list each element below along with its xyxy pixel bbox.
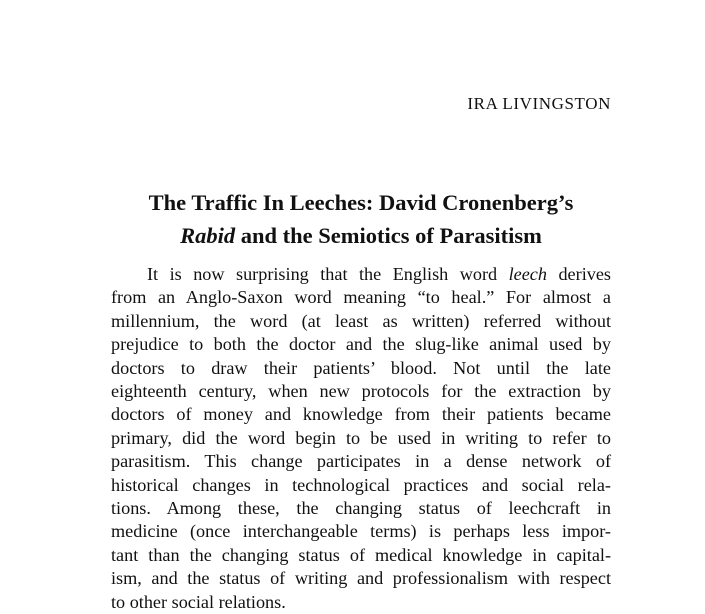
text-line: ism, and the status of writing and professionalism with respect	[111, 568, 611, 589]
text-line: millennium, the word (at least as written) referred without	[111, 310, 611, 331]
text-line: parasitism. This change participates in a dense network of	[111, 451, 611, 472]
title-line-2	[0, 219, 705, 252]
body-paragraph	[111, 263, 611, 614]
title-line-1: The Traffic In Leeches: David Cronenberg’s	[148, 190, 574, 215]
text-line: to other social relations.	[111, 591, 286, 612]
text-line: doctors to draw their patients’ blood. Not until the late	[111, 357, 611, 378]
text-line: prejudice to both the doctor and the slug-like animal used by	[111, 334, 611, 355]
text-line: tions. Among these, the changing status of leechcraft in	[111, 498, 611, 519]
text-span: It is now surprising that the English word	[147, 264, 509, 284]
text-line: tant than the changing status of medical knowledge in capital-	[111, 544, 611, 565]
text-line: doctors of money and knowledge from their patients became	[111, 404, 611, 425]
text-line: from an Anglo-Saxon word meaning “to heal.” For almost a	[111, 287, 611, 308]
text-line	[111, 263, 611, 286]
title-film-name: Rabid	[180, 223, 236, 248]
text-line: medicine (once interchangeable terms) is perhaps less impor-	[111, 521, 611, 542]
running-header-author: IRA LIVINGSTON	[467, 94, 611, 113]
text-line: eighteenth century, when new protocols for the extraction by	[111, 381, 611, 402]
article-title	[0, 186, 705, 252]
emphasized-word: leech	[508, 264, 547, 284]
text-line: primary, did the word begin to be used in writing to refer to	[111, 427, 611, 448]
title-line-2-rest: and the Semiotics of Parasitism	[235, 223, 542, 248]
text-line: historical changes in technological practices and social rela-	[111, 474, 611, 495]
text-span: derives	[546, 264, 611, 284]
